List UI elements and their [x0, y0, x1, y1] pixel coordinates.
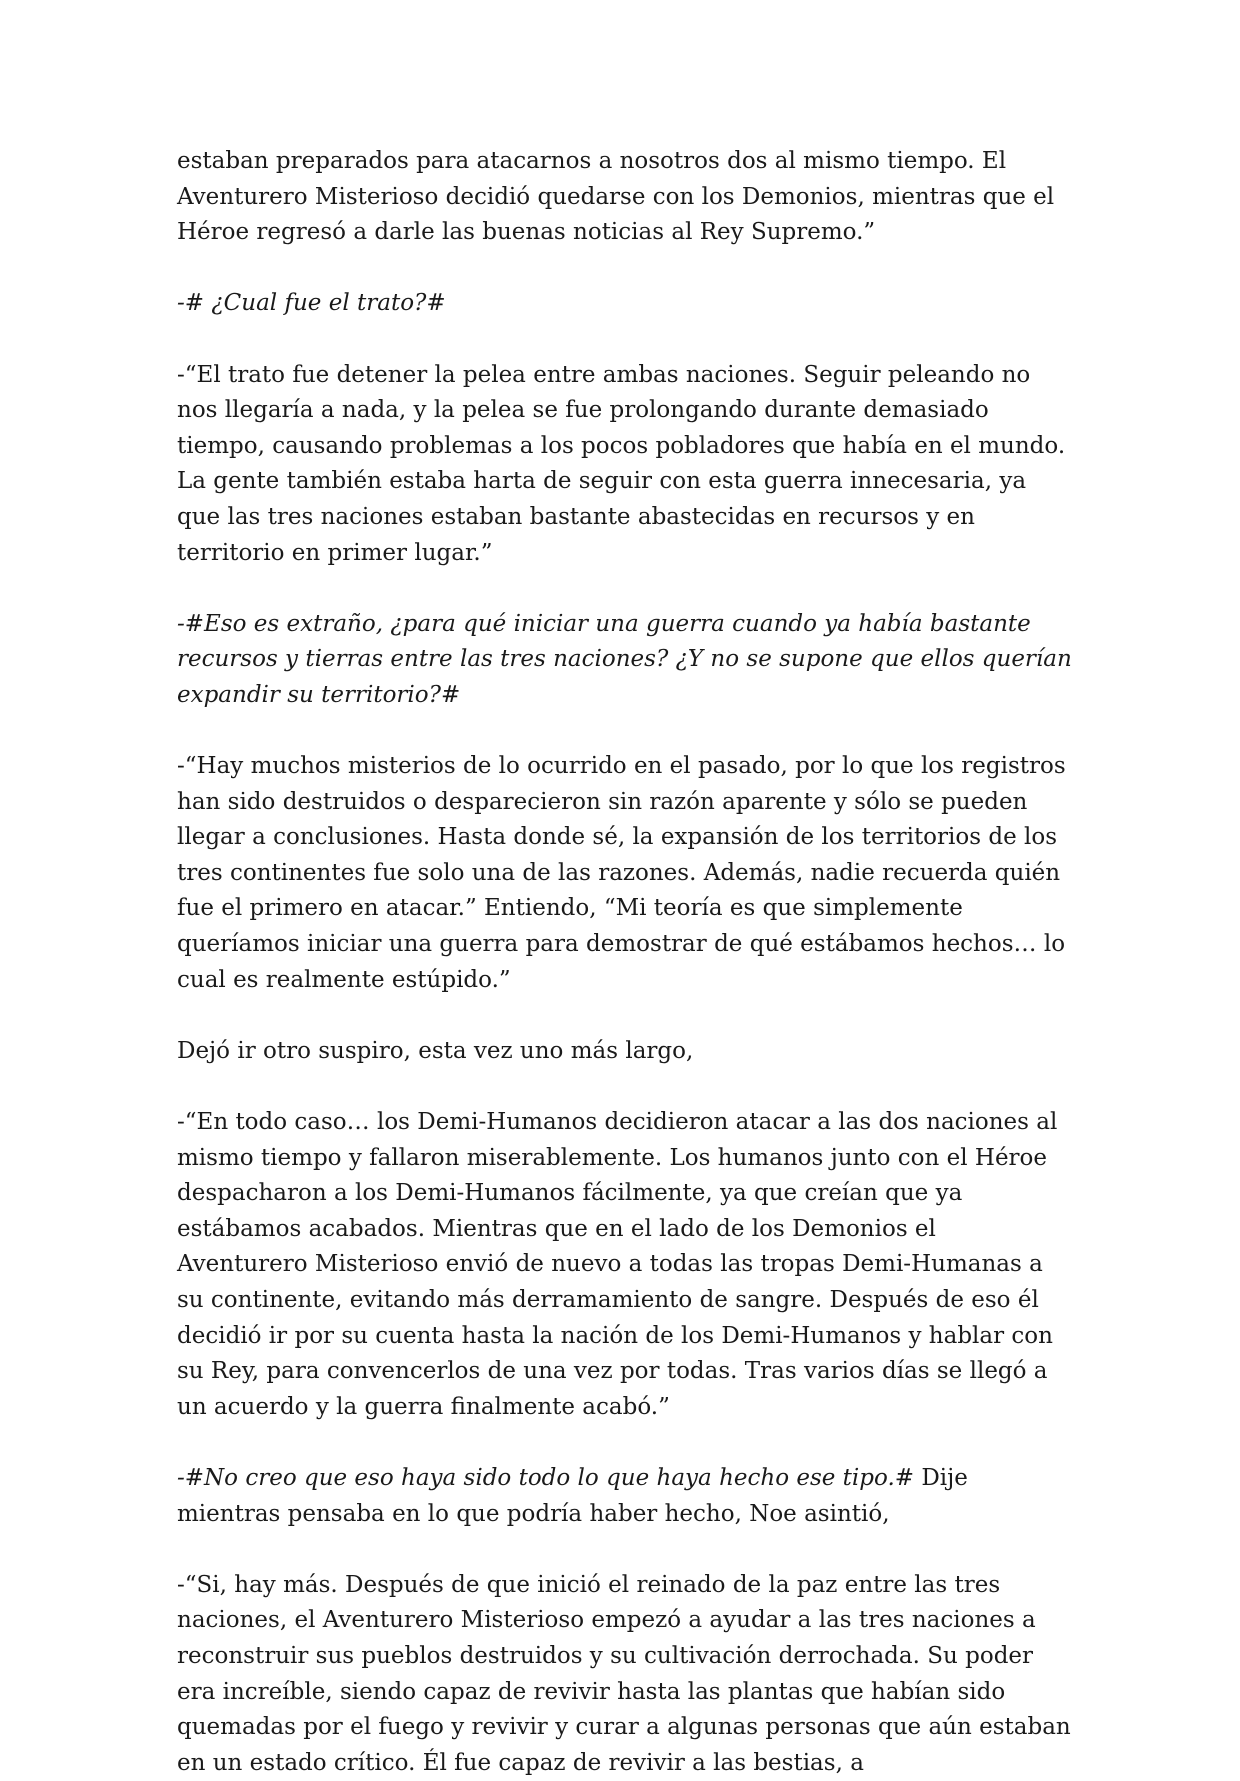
paragraph [177, 1461, 1073, 1532]
narration-text: Dije mientras pensaba en lo que podría haber hecho, Noe asintió, [177, 1464, 968, 1527]
paragraph [177, 749, 1073, 998]
dialogue-text: -“Si, hay más. Después de que inició el reinado de la paz entre las tres naciones, el Aventurero Misterioso empezó a ayudar a las tres naciones a reconstruir sus pueblos destruidos y su cultivación derrochada. Su poder era increíble, siendo capaz de revivir hasta las plantas que habían sido quemadas por el fuego y revivir y curar a algunas personas que aún estaban en un estado crítico. Él fue capaz de revivir a las bestias, a [177, 1571, 1071, 1776]
paragraph [177, 286, 1073, 322]
narration-text: estaban preparados para atacarnos a nosotros dos al mismo tiempo. El Aventurero Misterioso decidió quedarse con los Demonios, mientras que el Héroe regresó a darle las buenas noticias al Rey Supremo.” [177, 148, 1055, 246]
dialogue-text: -“En todo caso… los Demi-Humanos decidieron atacar a las dos naciones al mismo tiempo y fallaron miserablemente. Los humanos junto con el Héroe despacharon a los Demi-Humanos fácilmente, ya que creían que ya estábamos acabados. Mientras que en el lado de los Demonios el Aventurero Misterioso envió de nuevo a todas las tropas Demi-Humanas a su continente, evitando más derramamiento de sangre. Después de eso él decidió ir por su cuenta hasta la nación de los Demi-Humanos y hablar con su Rey, para convencerlos de una vez por todas. Tras varios días se llegó a un acuerdo y la guerra finalmente acabó.” [177, 1109, 1058, 1420]
dialogue-text: -“El trato fue detener la pelea entre ambas naciones. Seguir peleando no nos llegaría a nada, y la pelea se fue prolongando durante demasiado tiempo, causando problemas a los pocos pobladores que había en el mundo. La gente también estaba harta de seguir con esta guerra innecesaria, ya que las tres naciones estaban bastante abastecidas en recursos y en territorio en primer lugar.” [177, 361, 1066, 566]
paragraph [177, 358, 1073, 572]
paragraph [177, 1105, 1073, 1425]
paragraph [177, 607, 1073, 714]
inner-thought-text: -#Eso es extraño, ¿para qué iniciar una guerra cuando ya había bastante recursos y tierras entre las tres naciones? ¿Y no se supone que ellos querían expandir su territorio?# [177, 610, 1072, 708]
document-body [177, 144, 1073, 1781]
paragraph [177, 1568, 1073, 1781]
inner-thought-text: -# ¿Cual fue el trato?# [177, 290, 446, 317]
narration-text: Dejó ir otro suspiro, esta vez uno más largo, [177, 1037, 694, 1064]
paragraph [177, 144, 1073, 251]
dialogue-text: -“Hay muchos misterios de lo ocurrido en el pasado, por lo que los registros han sido destruidos o desparecieron sin razón aparente y sólo se pueden llegar a conclusiones. Hasta donde sé, la expansión de los territorios de los tres continentes fue solo una de las razones. Además, nadie recuerda quién fue el primero en atacar.” Entiendo, “Mi teoría es que simplemente queríamos iniciar una guerra para demostrar de qué estábamos hechos… lo cual es realmente estúpido.” [177, 753, 1066, 993]
paragraph [177, 1034, 1073, 1070]
inner-thought-text: -#No creo que eso haya sido todo lo que haya hecho ese tipo.# [177, 1464, 915, 1491]
